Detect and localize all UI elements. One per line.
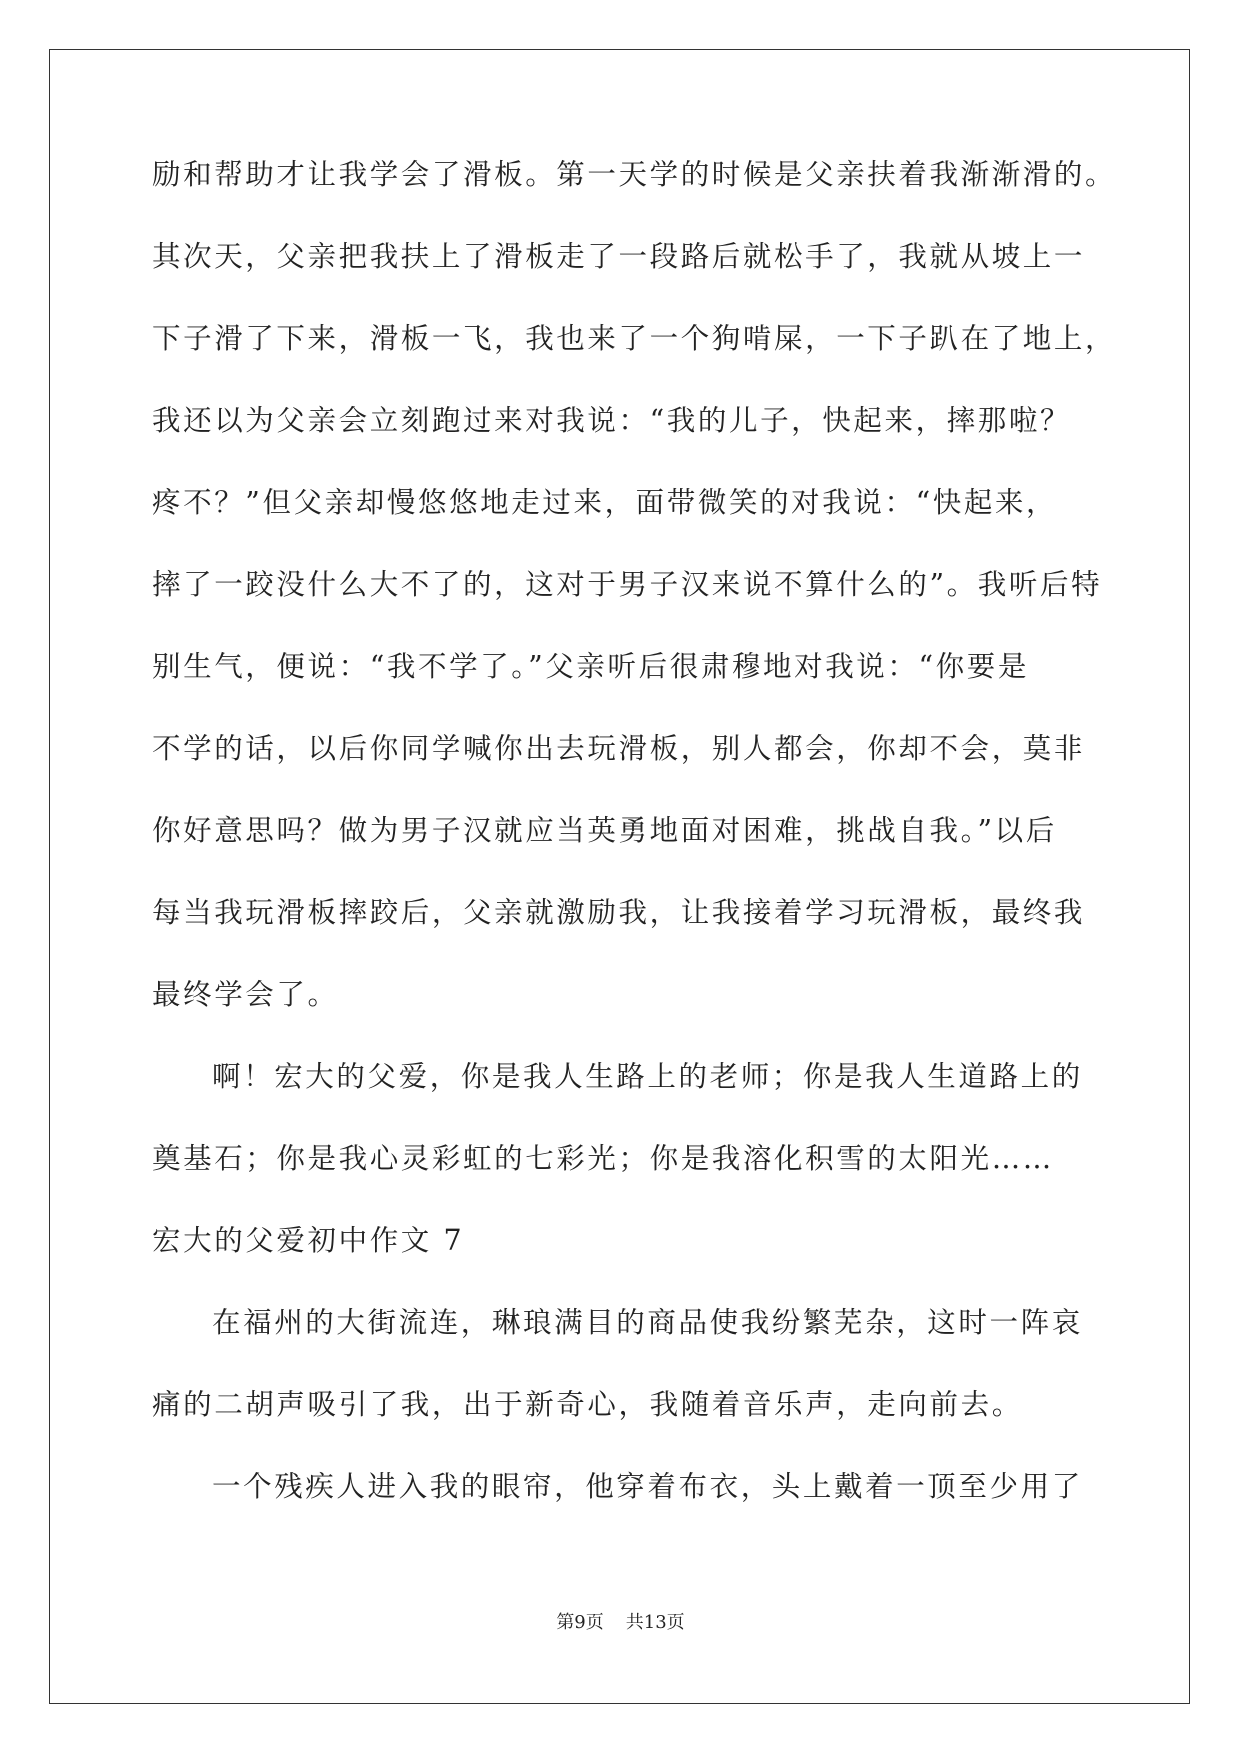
text-line: 下子滑了下来，滑板一飞，我也来了一个狗啃屎，一下子趴在了地上， bbox=[152, 322, 1117, 355]
text-line: 你好意思吗？做为男子汉就应当英勇地面对困难，挑战自我。”以后 bbox=[152, 814, 1057, 847]
text-line: 别生气，便说：“我不学了。”父亲听后很肃穆地对我说：“你要是 bbox=[152, 650, 1029, 683]
text-line: 励和帮助才让我学会了滑板。第一天学的时候是父亲扶着我渐渐滑的。 bbox=[152, 158, 1117, 191]
page-footer bbox=[0, 1608, 1241, 1634]
text-line: 最终学会了。 bbox=[152, 978, 339, 1011]
text-line: 每当我玩滑板摔跤后，父亲就激励我，让我接着学习玩滑板，最终我 bbox=[152, 896, 1086, 929]
paragraph-start-line: 在福州的大街流连，琳琅满目的商品使我纷繁芜杂，这时一阵哀 bbox=[212, 1306, 1083, 1339]
text-line: 我还以为父亲会立刻跑过来对我说：“我的儿子，快起来，摔那啦？ bbox=[152, 404, 1072, 437]
section-heading: 宏大的父爱初中作文 7 bbox=[152, 1224, 465, 1257]
paragraph-start-line: 一个残疾人进入我的眼帘，他穿着布衣，头上戴着一顶至少用了 bbox=[212, 1470, 1083, 1503]
page-total: 共13页 bbox=[625, 1612, 685, 1633]
text-line: 奠基石；你是我心灵彩虹的七彩光；你是我溶化积雪的太阳光…… bbox=[152, 1142, 1054, 1175]
paragraph-start-line: 啊！宏大的父爱，你是我人生路上的老师；你是我人生道路上的 bbox=[212, 1060, 1083, 1093]
document-body bbox=[152, 155, 1117, 1549]
text-line: 痛的二胡声吸引了我，出于新奇心，我随着音乐声，走向前去。 bbox=[152, 1388, 1023, 1421]
text-line: 其次天，父亲把我扶上了滑板走了一段路后就松手了，我就从坡上一 bbox=[152, 240, 1086, 273]
text-line: 不学的话，以后你同学喊你出去玩滑板，别人都会，你却不会，莫非 bbox=[152, 732, 1086, 765]
text-line: 摔了一跤没什么大不了的，这对于男子汉来说不算什么的”。我听后特 bbox=[152, 568, 1103, 601]
text-line: 疼不？”但父亲却慢悠悠地走过来，面带微笑的对我说：“快起来， bbox=[152, 486, 1058, 519]
page-number: 第9页 bbox=[556, 1612, 604, 1633]
